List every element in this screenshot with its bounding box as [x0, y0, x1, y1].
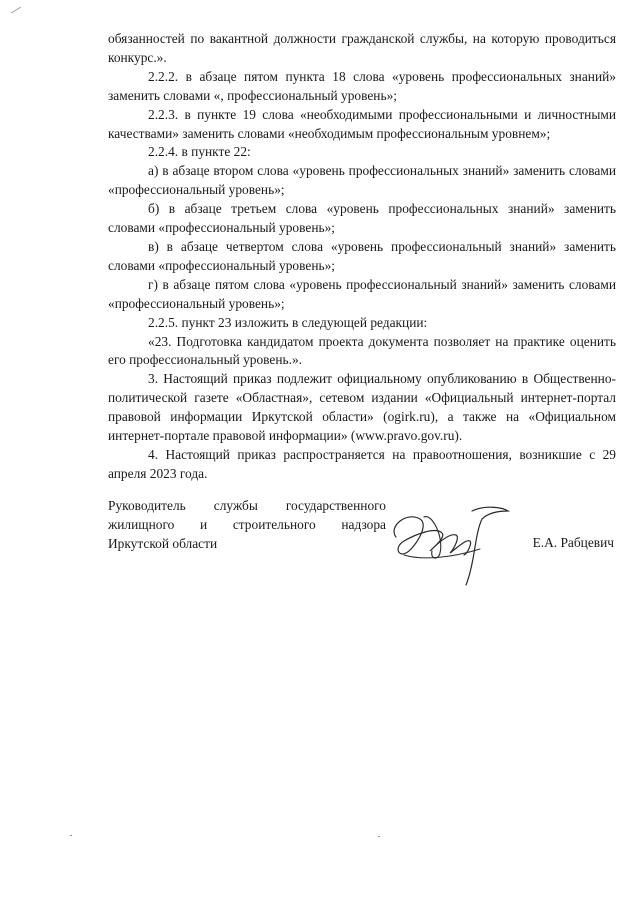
scan-speck [70, 835, 72, 836]
paragraph-item-2-2-5: 2.2.5. пункт 23 изложить в следующей редакции: [148, 314, 428, 330]
paragraph-subitem-v: в) в абзаце четвертом слова «уровень профессиональный знаний» заменить словами «профессиональный уровень»; [108, 238, 616, 273]
signatory-title-line: Иркутской области [108, 535, 218, 551]
scan-speck [378, 836, 380, 837]
paragraph-subitem-a: а) в абзаце втором слова «уровень профессиональных знаний» заменить словами «профессиональный уровень»; [108, 163, 616, 198]
document-body [108, 30, 616, 484]
paragraph-subitem-b: б) в абзаце третьем слова «уровень профессиональных знаний» заменить словами «профессиональный уровень»; [108, 201, 616, 236]
handwritten-signature-icon [384, 497, 514, 592]
paragraph-item-2-2-4: 2.2.4. в пункте 22: [148, 144, 251, 160]
signatory-title-line: жилищного и строительного надзора [108, 516, 386, 532]
signatory-title-line: Руководитель службы государственного [108, 498, 386, 513]
paragraph-item-3: 3. Настоящий приказ подлежит официальному опубликованию в Общественно-политической газете «Областная», сетевом издании «Официальный интернет-портал правовой информации Иркутской области» (ogirk.ru), а также на «Официальном интернет-портале правовой информации» (www.pravo.gov.ru). [108, 371, 616, 444]
scan-mark-icon [10, 6, 22, 14]
paragraph-item-2-2-2: 2.2.2. в абзаце пятом пункта 18 слова «уровень профессиональных знаний» заменить словами «, профессиональный уровень»; [108, 68, 616, 103]
signatory-name: Е.А. Рабцевич [532, 535, 614, 550]
signatory-title [108, 497, 386, 554]
paragraph-item-4: 4. Настоящий приказ распространяется на правоотношения, возникшие с 29 апреля 2023 года. [108, 446, 616, 481]
paragraph-subitem-g: г) в абзаце пятом слова «уровень профессиональный знаний» заменить словами «профессиональный уровень»; [108, 276, 616, 311]
signature-block [108, 497, 616, 587]
paragraph-continuation: обязанностей по вакантной должности гражданской службы, на которую проводиться конкурс.». [108, 31, 616, 65]
paragraph-quote-23: «23. Подготовка кандидатом проекта документа позволяет на практике оценить его профессиональный уровень.». [108, 333, 616, 368]
paragraph-item-2-2-3: 2.2.3. в пункте 19 слова «необходимыми профессиональными и личностными качествами» заменить словами «необходимым профессиональным уровнем»; [108, 106, 616, 141]
